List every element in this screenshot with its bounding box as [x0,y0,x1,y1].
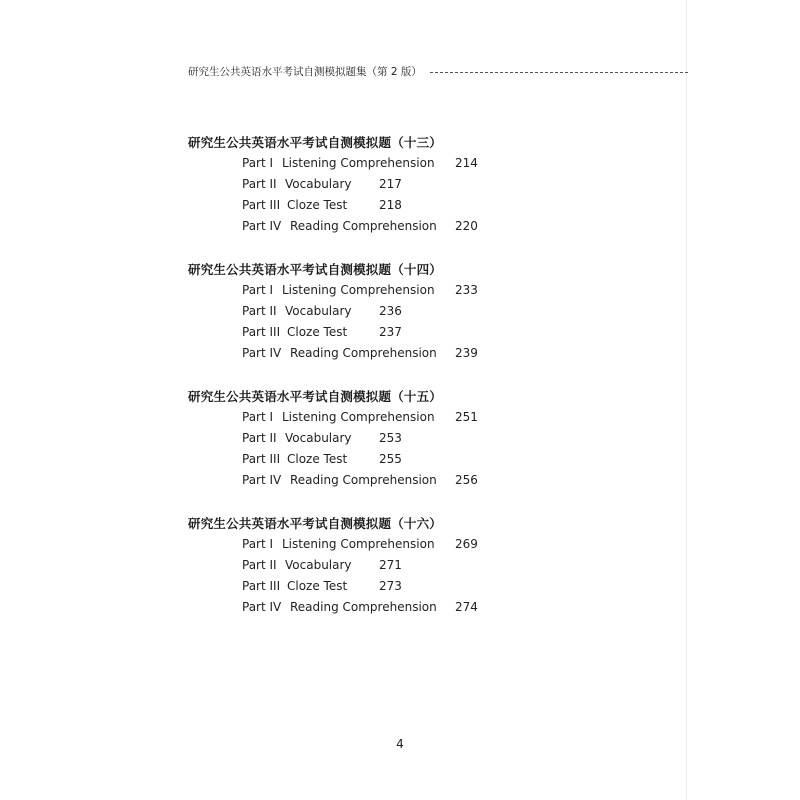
entry-name: Reading Comprehension [290,600,437,614]
entry-part: Part III [242,325,281,339]
toc-entry[interactable] [188,343,508,364]
toc-entry[interactable] [188,216,508,237]
entry-page: 253 [379,431,402,445]
running-header [188,63,688,79]
entry-part: Part II [242,177,277,191]
entry-name: Listening Comprehension [282,156,435,170]
entry-name: Vocabulary [285,177,352,191]
entry-name: Reading Comprehension [290,473,437,487]
section-title[interactable]: 研究生公共英语水平考试自测模拟题（十四） [188,262,443,277]
entry-name: Cloze Test [287,325,348,339]
toc-section-13 [188,133,508,237]
toc-section-16 [188,514,508,618]
toc-section-15 [188,387,508,491]
toc-entry[interactable] [188,407,508,428]
entry-part: Part I [242,410,274,424]
entry-part: Part II [242,558,277,572]
entry-page: 274 [455,600,478,614]
entry-part: Part I [242,156,274,170]
entry-part: Part III [242,198,281,212]
entry-name: Cloze Test [287,579,348,593]
toc-entry[interactable] [188,428,508,449]
entry-page: 236 [379,304,402,318]
page-edge-divider [686,0,687,800]
entry-name: Listening Comprehension [282,283,435,297]
toc-section-14 [188,260,508,364]
entry-part: Part IV [242,600,282,614]
entry-page: 217 [379,177,402,191]
running-header-title: 研究生公共英语水平考试自测模拟题集（第 2 版） [188,65,422,78]
entry-part: Part I [242,283,274,297]
entry-part: Part III [242,579,281,593]
toc-entry[interactable] [188,153,508,174]
toc-entry[interactable] [188,534,508,555]
entry-page: 214 [455,156,478,170]
toc-entry[interactable] [188,174,508,195]
entry-name: Vocabulary [285,304,352,318]
section-title[interactable]: 研究生公共英语水平考试自测模拟题（十三） [188,135,443,150]
section-title[interactable]: 研究生公共英语水平考试自测模拟题（十六） [188,516,443,531]
entry-page: 251 [455,410,478,424]
section-title[interactable]: 研究生公共英语水平考试自测模拟题（十五） [188,389,443,404]
entry-name: Reading Comprehension [290,219,437,233]
entry-part: Part I [242,537,274,551]
entry-name: Cloze Test [287,452,348,466]
entry-page: 218 [379,198,402,212]
entry-part: Part II [242,304,277,318]
entry-part: Part IV [242,219,282,233]
entry-page: 237 [379,325,402,339]
entry-page: 271 [379,558,402,572]
toc-entry[interactable] [188,195,508,216]
toc-entry[interactable] [188,576,508,597]
entry-page: 239 [455,346,478,360]
entry-name: Listening Comprehension [282,537,435,551]
toc-entry[interactable] [188,449,508,470]
entry-part: Part IV [242,346,282,360]
toc-entry[interactable] [188,470,508,491]
entry-page: 233 [455,283,478,297]
toc-entry[interactable] [188,597,508,618]
entry-page: 256 [455,473,478,487]
toc-entry[interactable] [188,322,508,343]
entry-page: 273 [379,579,402,593]
entry-page: 269 [455,537,478,551]
page-number: 4 [396,737,404,751]
entry-part: Part IV [242,473,282,487]
entry-part: Part III [242,452,281,466]
header-dashed-rule [430,72,688,73]
entry-page: 220 [455,219,478,233]
entry-name: Vocabulary [285,431,352,445]
toc-entry[interactable] [188,280,508,301]
entry-name: Listening Comprehension [282,410,435,424]
toc-entry[interactable] [188,301,508,322]
entry-name: Reading Comprehension [290,346,437,360]
entry-page: 255 [379,452,402,466]
entry-name: Cloze Test [287,198,348,212]
entry-name: Vocabulary [285,558,352,572]
toc-entry[interactable] [188,555,508,576]
entry-part: Part II [242,431,277,445]
